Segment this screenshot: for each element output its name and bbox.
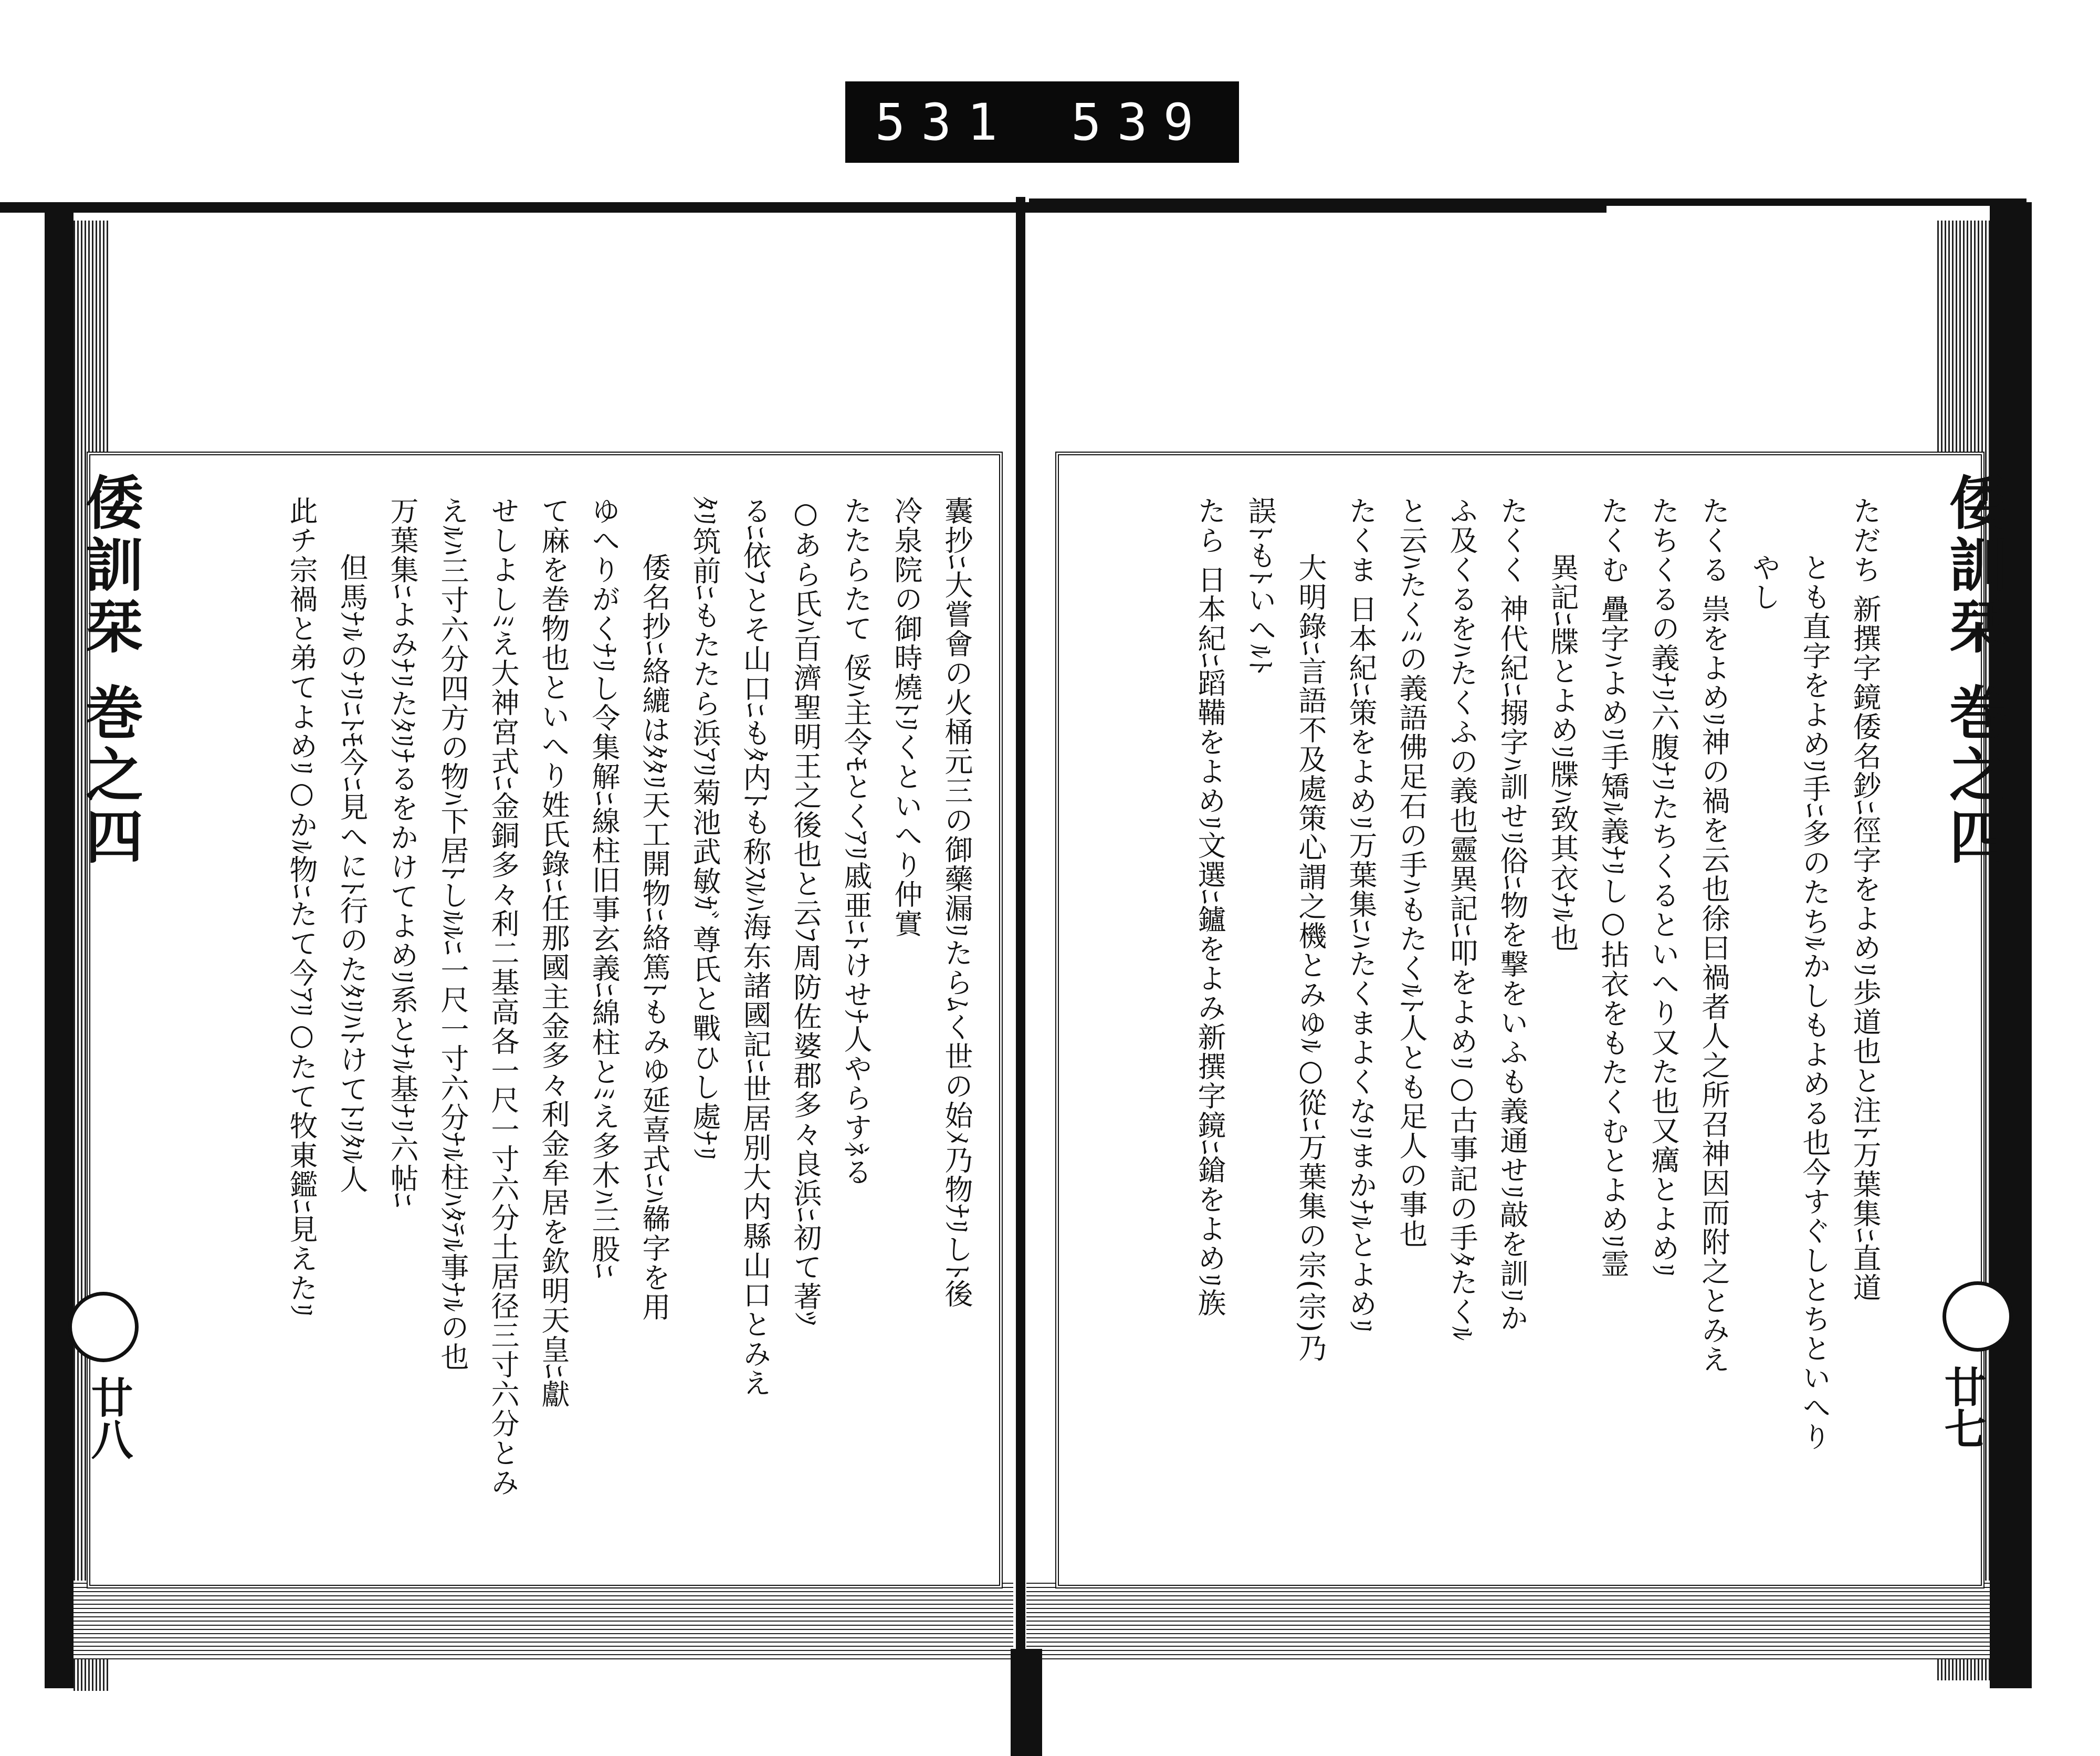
bookmark-ribbon [1011,1649,1042,1756]
text-line: ﾀﾘ筑前ﾆもたたら浜ｱﾘ菊池武敏ｶﾞ尊氏と戰ひし處ﾅﾘ [688,496,721,1162]
right-page-body [1092,496,1890,1573]
text-line: 此チ宗禍と弟てよめﾘ○かﾙ物ﾆたて今ｱﾘ○たて牧東鑑ﾆ見えたﾘ [285,496,318,1318]
text-line: 誤ﾄもﾄいへﾙﾄ [1244,496,1277,675]
right-page-folio: 廿七 [1937,1365,1987,1449]
text-line: たくま 日本紀ﾆ策をよめﾘ万葉集ﾆﾊたくまよくなﾘまかﾅﾙとよめﾘ [1345,496,1378,1334]
text-line: 冷泉院の御時燒ﾄﾘくといへり仲實 [890,496,923,938]
text-line: たくる 祟をよめﾘ神の禍を云也徐曰禍者人之所召神因而附之とみえ [1697,496,1730,1375]
text-line: 大明錄ﾆ言語不及處策心謂之機とみゆﾙ○從ﾆ万葉集の宗(宗)乃 [1294,553,1327,1363]
text-line: たくむ 疊字ﾊよめﾘ手矯ﾙ義ﾅﾘし○拈衣をもたくむとよめﾘ霊 [1597,496,1630,1279]
frame-label-plate [845,81,1239,163]
left-page-folio: 廿八 [84,1376,133,1460]
text-line: たたらたて 俀ﾊ主令ﾓとくｱﾘ戚亜ﾆﾄけせﾅ人やらすﾈる [839,496,873,1187]
text-line: ただち 新撰字鏡倭名鈔ﾆ徑字をよめﾘ歩道也と注ﾄ万葉集ﾆ直道 [1849,496,1882,1303]
text-line: ○あら氏ﾊ百濟聖明王之後也と云ﾌ周防佐婆郡多々良浜ﾆ初て著ﾂ [789,496,822,1326]
right-page-running-title: 倭訓栞 巻之四 [1940,473,2008,869]
text-line: ゆへりがくﾅﾘし令集解ﾆ線柱旧事玄義ﾆ綿柱とﾐえ多木ﾊ三股ﾆ [587,496,621,1279]
right-cover-board [1990,202,2032,1688]
text-line: 囊抄ﾆ大嘗會の火桶元三の御藥漏ﾘたらﾑく世の始ﾒ乃物ﾅﾘしﾄ後 [940,496,973,1309]
text-line: 倭名抄ﾆ絡䌒はﾀﾀﾘ天工開物ﾆ絡篤ﾄもみゆ延喜式ﾆﾊ㣈字を用 [638,553,671,1322]
text-line: せしよしﾐえ大神宮式ﾆ金銅多々利二基高各一尺一寸六分土居径三寸六分とみ [487,496,520,1497]
text-line: るﾆ依ﾌとそ山口ﾆもﾀ内ﾄも称ｽﾙﾊ海东諸國記ﾆ世居別大内縣山口とみえ [739,496,772,1398]
left-cover-board [45,207,74,1688]
text-line: 万葉集ﾆよみﾅﾘたﾀﾘﾅるをかけてよめﾘ系とﾅﾙ基ﾅﾘ六帖ﾆ [386,496,419,1208]
frame-number-right: 539 [1071,92,1210,152]
text-line: 異記ﾆ牒とよめﾘ牒ﾊ致其衣ﾅﾙ也 [1546,553,1579,953]
text-line: て麻を巻物也といへり姓氏錄ﾆ任那國主金多々利金牟居を欽明天皇ﾆ獻 [537,496,570,1409]
left-page-body [126,496,982,1573]
text-line: やし [1748,553,1781,612]
text-line: と云ﾊたくﾐの義語佛足石の手ﾊもたくﾙﾄ人とも足人の事也 [1395,496,1428,1249]
text-line: えﾙﾊ三寸六分四方の物ﾊ下居ﾄしﾙﾙﾆ一尺一寸六分ﾅﾙ柱ﾊﾀﾃﾙ事ﾅﾙの也 [436,496,469,1372]
right-page-tab-ring [1942,1281,2013,1352]
text-line: とも直字をよめﾘ手ﾆ多のたちﾙかしもよめる也今すぐしとちといへり [1798,553,1831,1451]
book-top-edge-right [1029,198,2026,206]
text-line: たくく 神代紀ﾆ搦字ﾊ訓せﾘ俗ﾆ物を撃をいふも義通せﾘ敲を訓ﾘか [1496,496,1529,1333]
text-line: 但馬ﾅﾙのﾅﾘﾆﾄﾓ今ﾆ見へにﾄ行のたﾀﾘﾊﾄけてﾄﾘﾀﾙ人 [335,553,369,1194]
text-line: たちくるの義ﾅﾘ六腹ﾅﾘたちくるといへり又た也又癘とよめﾘ [1647,496,1680,1278]
left-page-running-title: 倭訓栞 巻之四 [76,473,144,869]
right-bottom-page-stack [1026,1581,1990,1659]
left-bottom-page-stack [74,1581,1013,1659]
frame-number-left: 531 [875,92,1013,152]
book-spine [1016,197,1025,1720]
text-line: たら 日本紀ﾆ蹈鞴をよめﾘ文選ﾆ鑪をよみ新撰字鏡ﾆ鎗をよめﾘ族 [1193,496,1226,1318]
text-line: ふ及くるをﾊたくふの義也靈異記ﾆ叩をよめﾘ○古事記の手ﾀたくﾙ [1445,496,1478,1342]
